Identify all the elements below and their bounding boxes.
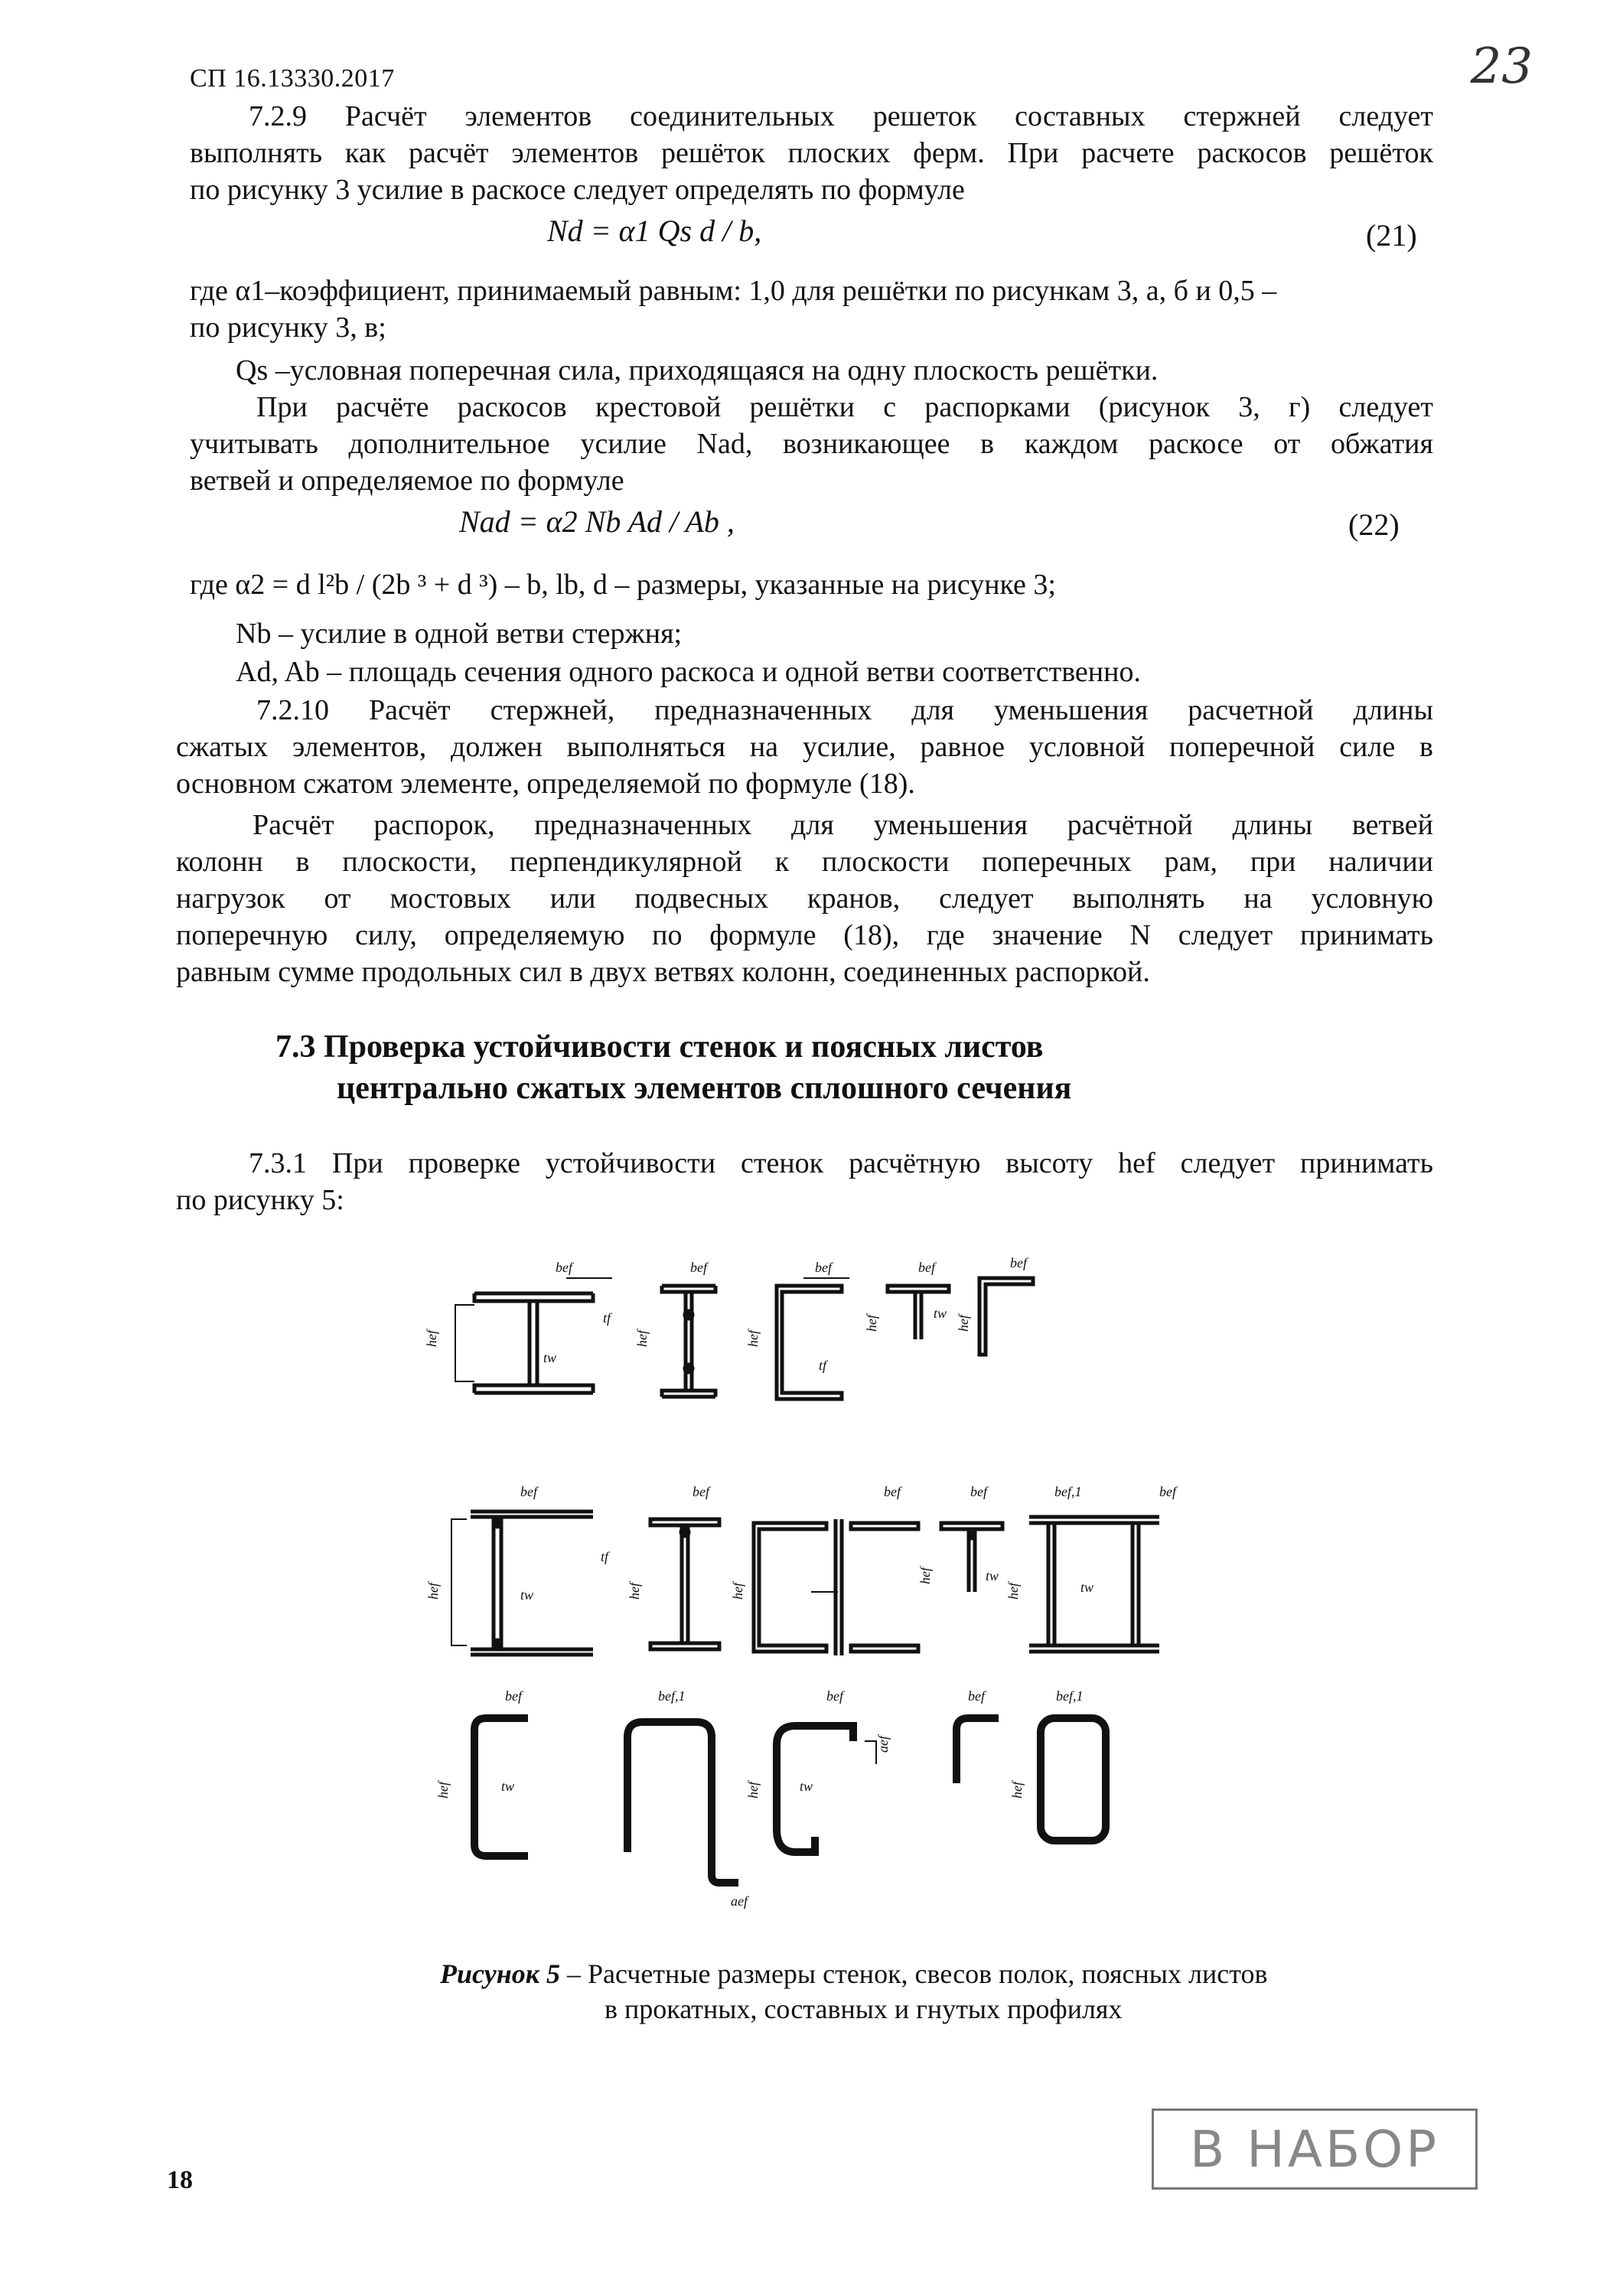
label-bef: bef [884, 1484, 901, 1499]
caption-line-1: – Расчетные размеры стенок, свесов полок, поясных листов [559, 1958, 1268, 1989]
label-tw: tw [520, 1587, 534, 1603]
profile-double-channel [730, 1484, 918, 1655]
profile-angle [956, 1255, 1033, 1355]
label-hef: hef [745, 1330, 761, 1347]
formula-22: Nad = α2 Nb Ad / Ab , [459, 504, 735, 539]
paragraph-line: Расчёт распорок, предназначенных для уменьшения расчётной длины ветвей [253, 809, 1433, 841]
paragraph-line: сжатых элементов, должен выполняться на усилие, равное условной поперечной силе в [176, 731, 1433, 763]
label-hef: hef [435, 1782, 451, 1799]
stamp: В НАБОР [1152, 2108, 1478, 2190]
page-number: 18 [167, 2166, 193, 2194]
section-heading: центрально сжатых элементов сплошного сечения [337, 1071, 1072, 1106]
label-tw: tw [934, 1306, 947, 1321]
paragraph-line: основном сжатом элементе, определяемой по формуле (18). [176, 768, 915, 800]
definition-line: где α2 = d l²b / (2b ³ + d ³) – b, lb, d – размеры, указанные на рисунке 3; [190, 569, 1056, 601]
label-tf: tf [603, 1310, 611, 1326]
profile-i-beam-rolled [424, 1260, 613, 1393]
label-aef: aef [875, 1736, 891, 1753]
profile-rectangular-tube [1009, 1688, 1106, 1841]
label-bef: bef [505, 1688, 522, 1704]
label-hef: hef [730, 1583, 745, 1600]
label-bef: bef [968, 1688, 985, 1704]
definition-line: Qs –условная поперечная сила, приходящаяся на одну плоскость решётки. [236, 354, 1159, 386]
label-hef: hef [1009, 1782, 1025, 1799]
handwritten-page-number: 23 [1470, 38, 1533, 95]
paragraph-line: ветвей и определяемое по формуле [190, 465, 624, 497]
label-aef: aef [731, 1893, 748, 1909]
label-hef: hef [627, 1583, 642, 1600]
label-hef: hef [424, 1330, 439, 1347]
paragraph-line: равным сумме продольных сил в двух ветвях колонн, соединенных распоркой. [176, 956, 1150, 988]
paragraph-line: колонн в плоскости, перпендикулярной к плоскости поперечных рам, при наличии [176, 846, 1433, 878]
profile-i-rolled-2 [627, 1484, 719, 1649]
label-bef: bef [1159, 1484, 1176, 1499]
paragraph-line: 7.2.9 Расчёт элементов соединительных решеток составных стержней следует [249, 100, 1433, 132]
caption-line-2: в прокатных, составных и гнутых профилях [605, 1994, 1123, 2024]
label-hef: hef [634, 1330, 650, 1347]
definition-line: Ad, Ab – площадь сечения одного раскоса и одной ветви соответственно. [236, 656, 1141, 688]
paragraph-line: нагрузок от мостовых или подвесных кранов, следует выполнять на условную [176, 882, 1433, 915]
label-bef: bef [520, 1484, 537, 1499]
label-bef: bef [815, 1260, 832, 1275]
label-bef1: bef,1 [1056, 1688, 1084, 1704]
paragraph-line: учитывать дополнительное усилие Nad, возникающее в каждом раскосе от обжатия [190, 428, 1433, 460]
label-bef1: bef,1 [1054, 1484, 1082, 1499]
label-bef: bef [690, 1260, 707, 1275]
figure-label: Рисунок 5 [440, 1958, 560, 1989]
label-tw: tw [1080, 1580, 1094, 1595]
definition-line: по рисунку 3, в; [190, 311, 386, 344]
definition-line: где α1–коэффициент, принимаемый равным: 1,0 для решётки по рисункам 3, а, б и 0,5 – [190, 275, 1277, 307]
profile-cold-formed-channel [435, 1688, 528, 1856]
label-tw: tw [800, 1779, 813, 1794]
label-hef: hef [917, 1567, 933, 1584]
equation-number-21: (21) [1366, 218, 1417, 253]
paragraph-line: 7.3.1 При проверке устойчивости стенок расчётную высоту hef следует принимать [249, 1147, 1433, 1179]
profile-i-welded-plates [425, 1484, 611, 1655]
label-bef: bef [1010, 1255, 1027, 1270]
label-bef: bef [970, 1484, 987, 1499]
profile-i-beam-welded [634, 1260, 715, 1397]
label-tw: tw [986, 1568, 999, 1583]
label-bef: bef [826, 1688, 843, 1704]
profile-box [1005, 1484, 1178, 1652]
profile-channel [745, 1260, 849, 1399]
profile-tee [864, 1260, 949, 1339]
profile-hat [627, 1688, 750, 1909]
label-hef: hef [745, 1782, 761, 1799]
definition-line: Nb – усилие в одной ветви стержня; [236, 618, 683, 650]
label-tf: tf [819, 1358, 827, 1373]
paragraph-line: При расчёте раскосов крестовой решётки с распорками (рисунок 3, г) следует [256, 391, 1433, 423]
label-bef: bef [918, 1260, 935, 1275]
profile-welded-tee [917, 1484, 1002, 1592]
figure-5-profiles [424, 1232, 1278, 1909]
paragraph-line: по рисунку 5: [176, 1184, 344, 1216]
label-tw: tw [543, 1350, 557, 1365]
label-tw: tw [501, 1779, 515, 1794]
label-hef: hef [425, 1583, 441, 1600]
label-hef: hef [864, 1315, 879, 1332]
document-code: СП 16.13330.2017 [190, 64, 395, 93]
profile-cold-formed-angle [957, 1688, 999, 1783]
label-hef: hef [956, 1315, 971, 1332]
label-bef1: bef,1 [658, 1688, 686, 1704]
paragraph-line: по рисунку 3 усилие в раскосе следует определять по формуле [190, 174, 965, 206]
label-hef: hef [1005, 1583, 1021, 1600]
paragraph-line: выполнять как расчёт элементов решёток плоских ферм. При расчете раскосов решёток [190, 137, 1433, 169]
figure-caption [440, 1958, 1267, 1990]
label-tf: tf [601, 1549, 609, 1564]
paragraph-line: поперечную силу, определяемую по формуле (18), где значение N следует принимать [176, 919, 1433, 951]
section-heading: 7.3 Проверка устойчивости стенок и поясных листов [275, 1029, 1044, 1065]
paragraph-line: 7.2.10 Расчёт стержней, предназначенных для уменьшения расчетной длины [256, 694, 1433, 726]
formula-21: Nd = α1 Qs d / b, [547, 214, 762, 248]
label-bef: bef [556, 1260, 572, 1275]
label-bef: bef [693, 1484, 709, 1499]
equation-number-22: (22) [1348, 507, 1400, 542]
profile-lipped-channel [745, 1688, 891, 1852]
